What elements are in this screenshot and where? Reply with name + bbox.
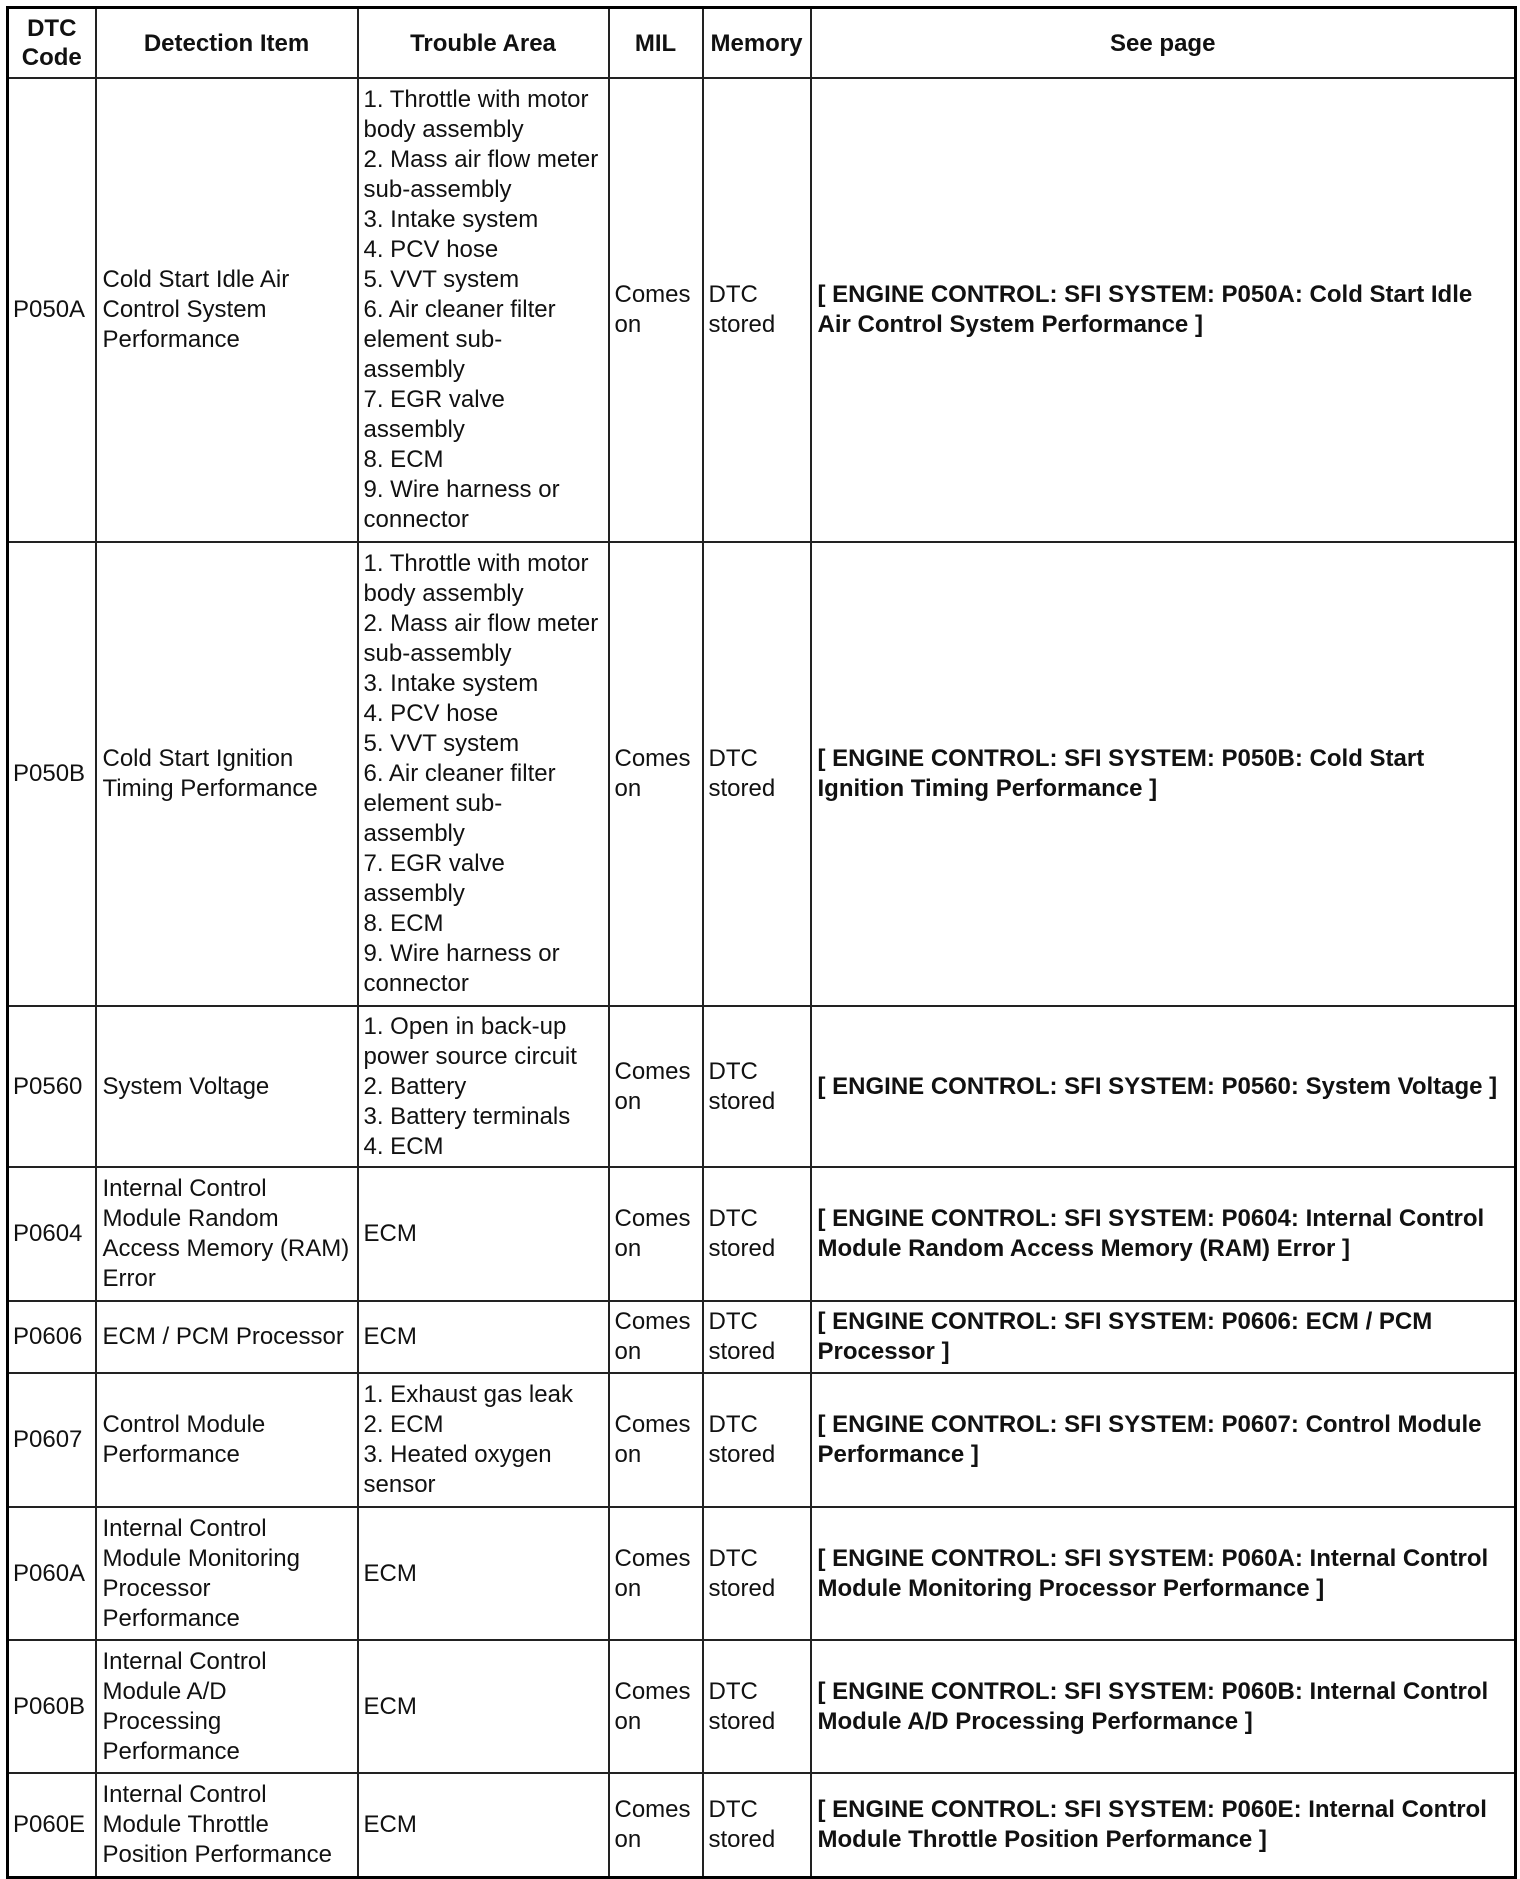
mil-status: Comes on: [609, 1373, 703, 1507]
mil-status: Comes on: [609, 1167, 703, 1301]
memory-status: DTC stored: [703, 1167, 811, 1301]
table-row: [8, 1373, 1516, 1507]
dtc-code: P0560: [8, 1006, 96, 1167]
see-page-link[interactable]: [ ENGINE CONTROL: SFI SYSTEM: P0606: ECM / PCM Processor ]: [811, 1301, 1516, 1373]
dtc-code: P060E: [8, 1773, 96, 1877]
mil-status: Comes on: [609, 542, 703, 1006]
header-memory: Memory: [703, 8, 811, 79]
header-trouble-area: Trouble Area: [358, 8, 609, 79]
dtc-code: P0604: [8, 1167, 96, 1301]
mil-status: Comes on: [609, 1507, 703, 1640]
table-row: [8, 1507, 1516, 1640]
memory-status: DTC stored: [703, 1773, 811, 1877]
mil-status: Comes on: [609, 78, 703, 542]
header-dtc-code: DTC Code: [8, 8, 96, 79]
memory-status: DTC stored: [703, 1640, 811, 1773]
detection-item: Internal Control Module Monitoring Processor Performance: [96, 1507, 358, 1640]
detection-item: System Voltage: [96, 1006, 358, 1167]
dtc-code: P050A: [8, 78, 96, 542]
see-page-link[interactable]: [ ENGINE CONTROL: SFI SYSTEM: P0607: Control Module Performance ]: [811, 1373, 1516, 1507]
trouble-area: 1. Throttle with motor body assembly 2. Mass air flow meter sub-assembly 3. Intake system 4. PCV hose 5. VVT system 6. Air cleaner filter element sub-assembly 7. EGR valve assembly 8. ECM 9. Wire harness or connector: [358, 78, 609, 542]
table-row: [8, 542, 1516, 1006]
detection-item: Internal Control Module Throttle Position Performance: [96, 1773, 358, 1877]
memory-status: DTC stored: [703, 1507, 811, 1640]
trouble-area: ECM: [358, 1507, 609, 1640]
table-row: [8, 1640, 1516, 1773]
memory-status: DTC stored: [703, 1373, 811, 1507]
mil-status: Comes on: [609, 1640, 703, 1773]
detection-item: Control Module Performance: [96, 1373, 358, 1507]
table-row: [8, 1167, 1516, 1301]
header-see-page: See page: [811, 8, 1516, 79]
mil-status: Comes on: [609, 1773, 703, 1877]
see-page-link[interactable]: [ ENGINE CONTROL: SFI SYSTEM: P060B: Internal Control Module A/D Processing Performance ]: [811, 1640, 1516, 1773]
header-mil: MIL: [609, 8, 703, 79]
dtc-code: P060A: [8, 1507, 96, 1640]
detection-item: Cold Start Ignition Timing Performance: [96, 542, 358, 1006]
dtc-code: P050B: [8, 542, 96, 1006]
trouble-area: ECM: [358, 1640, 609, 1773]
see-page-link[interactable]: [ ENGINE CONTROL: SFI SYSTEM: P050B: Cold Start Ignition Timing Performance ]: [811, 542, 1516, 1006]
see-page-link[interactable]: [ ENGINE CONTROL: SFI SYSTEM: P060A: Internal Control Module Monitoring Processor Performance ]: [811, 1507, 1516, 1640]
dtc-code: P060B: [8, 1640, 96, 1773]
table-row: [8, 78, 1516, 542]
trouble-area: 1. Throttle with motor body assembly 2. Mass air flow meter sub-assembly 3. Intake system 4. PCV hose 5. VVT system 6. Air cleaner filter element sub-assembly 7. EGR valve assembly 8. ECM 9. Wire harness or connector: [358, 542, 609, 1006]
table-row: [8, 1773, 1516, 1877]
memory-status: DTC stored: [703, 78, 811, 542]
trouble-area: 1. Exhaust gas leak 2. ECM 3. Heated oxygen sensor: [358, 1373, 609, 1507]
trouble-area: 1. Open in back-up power source circuit 2. Battery 3. Battery terminals 4. ECM: [358, 1006, 609, 1167]
table-row: [8, 1006, 1516, 1167]
dtc-code: P0607: [8, 1373, 96, 1507]
see-page-link[interactable]: [ ENGINE CONTROL: SFI SYSTEM: P0604: Internal Control Module Random Access Memory (RAM) Error ]: [811, 1167, 1516, 1301]
detection-item: Internal Control Module A/D Processing Performance: [96, 1640, 358, 1773]
dtc-code: P0606: [8, 1301, 96, 1373]
memory-status: DTC stored: [703, 542, 811, 1006]
see-page-link[interactable]: [ ENGINE CONTROL: SFI SYSTEM: P0560: System Voltage ]: [811, 1006, 1516, 1167]
detection-item: Internal Control Module Random Access Memory (RAM) Error: [96, 1167, 358, 1301]
see-page-link[interactable]: [ ENGINE CONTROL: SFI SYSTEM: P060E: Internal Control Module Throttle Position Performance ]: [811, 1773, 1516, 1877]
detection-item: Cold Start Idle Air Control System Performance: [96, 78, 358, 542]
memory-status: DTC stored: [703, 1006, 811, 1167]
see-page-link[interactable]: [ ENGINE CONTROL: SFI SYSTEM: P050A: Cold Start Idle Air Control System Performance ]: [811, 78, 1516, 542]
header-detection-item: Detection Item: [96, 8, 358, 79]
memory-status: DTC stored: [703, 1301, 811, 1373]
mil-status: Comes on: [609, 1301, 703, 1373]
trouble-area: ECM: [358, 1773, 609, 1877]
table-row: [8, 1301, 1516, 1373]
header-row: [8, 8, 1516, 79]
detection-item: ECM / PCM Processor: [96, 1301, 358, 1373]
trouble-area: ECM: [358, 1301, 609, 1373]
mil-status: Comes on: [609, 1006, 703, 1167]
trouble-area: ECM: [358, 1167, 609, 1301]
dtc-table: [6, 6, 1517, 1879]
